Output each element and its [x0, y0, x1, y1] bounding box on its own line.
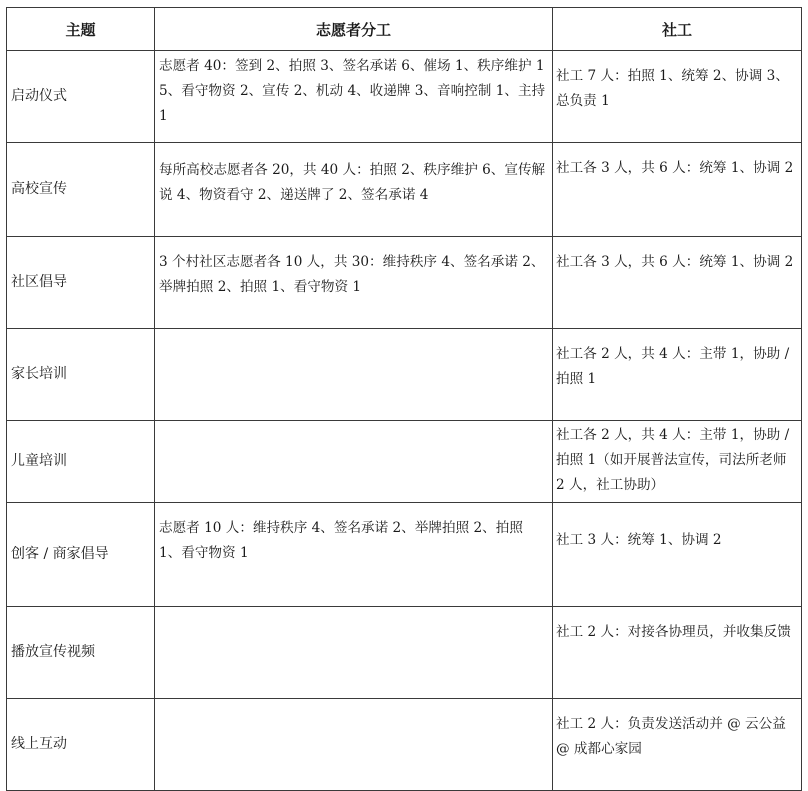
volunteers-cell: 每所高校志愿者各 20，共 40 人：拍照 2、秩序维护 6、宣传解说 4、物资看守 2、递送牌了 2、签名承诺 4 [155, 143, 553, 237]
social-workers-cell: 社工 3 人：统筹 1、协调 2 [553, 503, 802, 607]
table-row [7, 143, 802, 237]
volunteers-cell: 志愿者 40：签到 2、拍照 3、签名承诺 6、催场 1、秩序维护 15、看守物资 2、宣传 2、机动 4、收递牌 3、音响控制 1、主持 1 [155, 51, 553, 143]
social-workers-cell: 社工 7 人：拍照 1、统筹 2、协调 3、总负责 1 [553, 51, 802, 143]
topic-cell: 创客 / 商家倡导 [7, 503, 155, 607]
volunteers-cell [155, 329, 553, 421]
topic-cell: 播放宣传视频 [7, 607, 155, 699]
social-workers-cell: 社工 2 人：负责发送活动并 @ 云公益 @ 成都心家园 [553, 699, 802, 791]
topic-cell: 儿童培训 [7, 421, 155, 503]
social-workers-cell: 社工各 2 人，共 4 人：主带 1，协助 / 拍照 1 [553, 329, 802, 421]
volunteers-cell: 志愿者 10 人：维持秩序 4、签名承诺 2、举牌拍照 2、拍照 1、看守物资 1 [155, 503, 553, 607]
table-row [7, 503, 802, 607]
social-workers-cell: 社工各 3 人，共 6 人：统筹 1、协调 2 [553, 237, 802, 329]
volunteers-cell: 3 个村社区志愿者各 10 人，共 30：维持秩序 4、签名承诺 2、举牌拍照 2、拍照 1、看守物资 1 [155, 237, 553, 329]
table-row [7, 51, 802, 143]
social-workers-cell: 社工 2 人：对接各协理员，并收集反馈 [553, 607, 802, 699]
header-row [7, 8, 802, 51]
topic-cell: 高校宣传 [7, 143, 155, 237]
topic-cell: 社区倡导 [7, 237, 155, 329]
topic-cell: 线上互动 [7, 699, 155, 791]
social-workers-cell: 社工各 3 人，共 6 人：统筹 1、协调 2 [553, 143, 802, 237]
volunteers-cell [155, 421, 553, 503]
header-volunteers: 志愿者分工 [155, 8, 553, 51]
table-row [7, 329, 802, 421]
volunteers-cell [155, 607, 553, 699]
topic-cell: 家长培训 [7, 329, 155, 421]
volunteer-assignment-table [6, 7, 802, 791]
social-workers-cell: 社工各 2 人，共 4 人：主带 1，协助 / 拍照 1（如开展普法宣传，司法所老师 2 人，社工协助） [553, 421, 802, 503]
topic-cell: 启动仪式 [7, 51, 155, 143]
table-row [7, 237, 802, 329]
table-row [7, 699, 802, 791]
header-social-workers: 社工 [553, 8, 802, 51]
volunteers-cell [155, 699, 553, 791]
header-topic: 主题 [7, 8, 155, 51]
table-row [7, 607, 802, 699]
table-row [7, 421, 802, 503]
